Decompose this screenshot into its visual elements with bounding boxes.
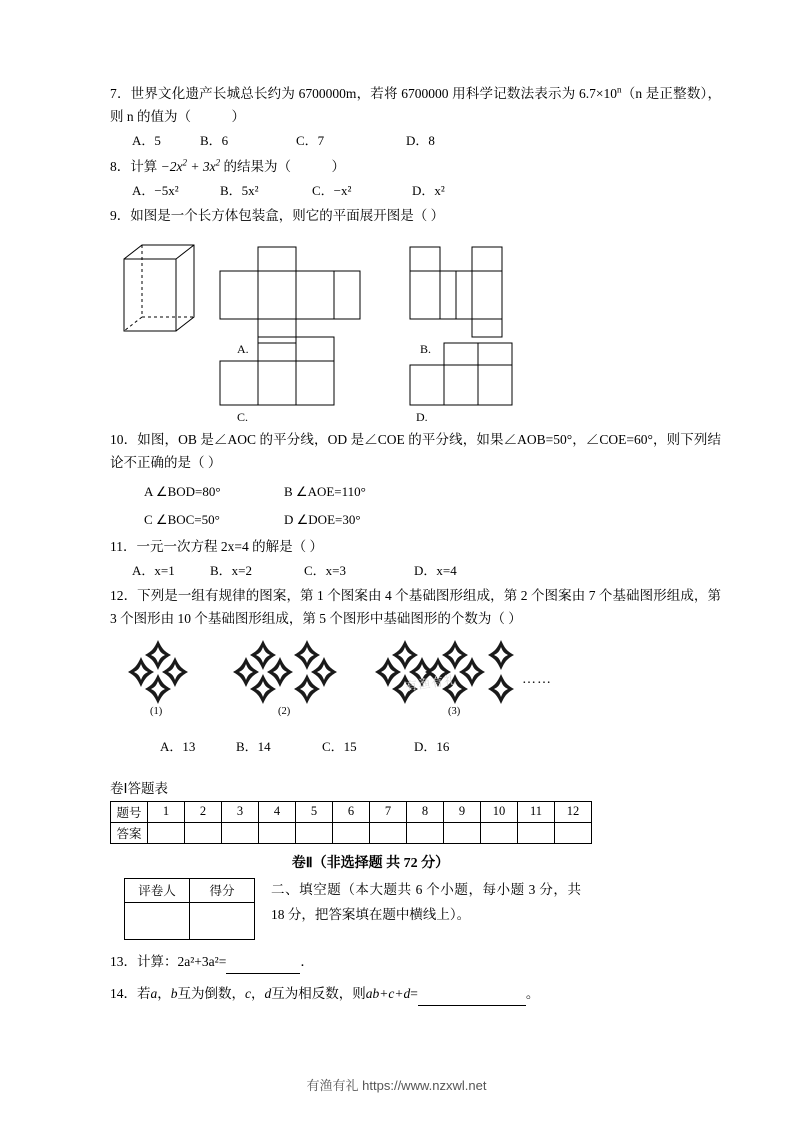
question-11: 11．一元一次方程 2x=4 的解是（ ）: [110, 538, 323, 554]
scorer-value-row: [125, 902, 255, 939]
cell-number-12: 12: [555, 801, 592, 822]
question-12: 12．下列是一组有规律的图案，第 1 个图案由 4 个基础图形组成，第 2 个图案由 7 个基础图形组成，第 3 个图形由 10 个基础图形组成，第 5 个图形中基础图形的个数为（ ）: [110, 588, 721, 627]
scorer-header-grader: 评卷人: [125, 878, 190, 902]
option-b[interactable]: B．14: [236, 739, 271, 755]
figure-caption-2: (2): [278, 706, 291, 718]
option-c[interactable]: C．7: [296, 133, 325, 149]
option-b[interactable]: B．x=2: [210, 562, 253, 578]
row-label-answer: 答案: [111, 822, 148, 843]
cell-answer-3[interactable]: [222, 822, 259, 843]
watermark-text: 有渔有礼: [404, 672, 458, 694]
option-d[interactable]: D．16: [414, 739, 450, 755]
question-14: [110, 982, 721, 1006]
cell-answer-12[interactable]: [555, 822, 592, 843]
question-13-suffix: ．: [300, 953, 314, 969]
question-13: [110, 950, 721, 974]
question-9: 9．如图是一个长方体包装盒，则它的平面展开图是（ ）: [110, 207, 445, 223]
cell-number-4: 4: [259, 801, 296, 822]
scorer-header-row: [125, 878, 255, 902]
question-14-expression: ab+c+d: [365, 985, 411, 1001]
option-c[interactable]: C．x=3: [304, 562, 347, 578]
cell-answer-8[interactable]: [407, 822, 444, 843]
ellipsis-text: ……: [522, 672, 552, 688]
cell-number-10: 10: [481, 801, 518, 822]
cell-answer-11[interactable]: [518, 822, 555, 843]
scorer-value-grader[interactable]: [125, 902, 190, 939]
footer-watermark: 有渔有礼 https://www.nzxwl.net: [306, 1078, 487, 1093]
option-a[interactable]: A．−5x²: [132, 182, 179, 198]
figure-caption-1: (1): [150, 706, 163, 718]
section-2-block: [110, 878, 721, 940]
row-label-number: 题号: [111, 801, 148, 822]
option-a-label: A.: [237, 342, 249, 357]
cell-answer-10[interactable]: [481, 822, 518, 843]
option-a[interactable]: A．5: [132, 133, 161, 149]
option-a[interactable]: A ∠BOD=80°: [144, 483, 221, 499]
option-b-label: B.: [420, 342, 432, 357]
question-10: 10．如图，OB 是∠AOC 的平分线，OD 是∠COE 的平分线，如果∠AOB=50°，∠COE=60°，则下列结论不正确的是（ ）: [110, 432, 721, 471]
var-a: a: [150, 985, 158, 1001]
cell-answer-6[interactable]: [333, 822, 370, 843]
option-c[interactable]: C．15: [322, 739, 357, 755]
option-d[interactable]: D ∠DOE=30°: [284, 511, 361, 527]
comma-2: ，: [251, 985, 265, 1001]
question-14-suffix: 。: [525, 985, 540, 1001]
question-13-blank[interactable]: [226, 950, 300, 974]
option-d[interactable]: D．x=4: [414, 562, 457, 578]
scorer-value-score[interactable]: [190, 902, 255, 939]
cell-answer-2[interactable]: [185, 822, 222, 843]
question-8: 8．计算 $-2x^2 + 3x^2$ 的结果为（ ）: [110, 157, 345, 174]
var-c: c: [245, 985, 251, 1001]
section-2-intro: 二、填空题（本大题共 6 个小题，每小题 3 分，共 18 分，把答案填在题中横线上）。: [271, 881, 581, 922]
cell-number-1: 1: [148, 801, 185, 822]
cell-number-9: 9: [444, 801, 481, 822]
question-12-options: [110, 736, 721, 758]
question-14-blank[interactable]: [418, 982, 526, 1006]
question-12-figure: [110, 634, 721, 732]
cell-answer-9[interactable]: [444, 822, 481, 843]
cell-answer-4[interactable]: [259, 822, 296, 843]
answer-table: [110, 801, 592, 844]
cell-number-3: 3: [222, 801, 259, 822]
table-row-answers: [111, 822, 592, 843]
cell-answer-5[interactable]: [296, 822, 333, 843]
cell-number-8: 8: [407, 801, 444, 822]
question-10-options-row1: [110, 481, 721, 503]
scorer-header-score: 得分: [190, 878, 255, 902]
question-7: 7．世界文化遗产长城总长约为 6700000m，若将 6700000 用科学记数法表示为 $6.7\times 10^n(n$ 是正整数），则 n 的值为（ ）: [110, 84, 721, 125]
cell-answer-7[interactable]: [370, 822, 407, 843]
var-d: d: [264, 985, 272, 1001]
option-a[interactable]: A．13: [160, 739, 196, 755]
option-b[interactable]: B．6: [200, 133, 229, 149]
cell-number-11: 11: [518, 801, 555, 822]
cell-number-5: 5: [296, 801, 333, 822]
option-c-label: C.: [237, 410, 249, 425]
comma-1: ，: [157, 985, 171, 1001]
var-b: b: [170, 985, 178, 1001]
net-diagrams-svg: [110, 231, 690, 426]
question-7-options: [110, 130, 721, 152]
question-14-equals: =: [410, 985, 418, 1001]
question-13-text: 13．计算：2a²+3a²=: [110, 953, 227, 969]
question-14-part2: 互为倒数，: [177, 985, 245, 1001]
option-d-label: D.: [416, 410, 428, 425]
question-11-options: [110, 560, 721, 582]
option-d[interactable]: D．8: [406, 133, 435, 149]
cell-number-6: 6: [333, 801, 370, 822]
question-9-figure: [110, 231, 721, 426]
option-b[interactable]: B ∠AOE=110°: [284, 483, 366, 499]
scorer-table: [124, 878, 255, 940]
question-10-options-row2: [110, 509, 721, 531]
question-14-part3: 互为相反数，则: [271, 985, 366, 1001]
section-2-heading: 卷Ⅱ（非选择题 共 72 分）: [291, 855, 450, 871]
option-b[interactable]: B．5x²: [220, 182, 259, 198]
answer-table-title: 卷Ⅰ答题表: [110, 780, 168, 796]
question-8-options: [110, 180, 721, 202]
pattern-figures-svg: [110, 634, 670, 714]
figure-caption-3: (3): [448, 706, 461, 718]
cell-answer-1[interactable]: [148, 822, 185, 843]
cell-number-7: 7: [370, 801, 407, 822]
option-c[interactable]: C ∠BOC=50°: [144, 511, 220, 527]
option-c[interactable]: C．−x²: [312, 182, 352, 198]
option-d[interactable]: D．x²: [412, 182, 445, 198]
table-row-numbers: [111, 801, 592, 822]
question-14-part1: 14．若: [110, 985, 151, 1001]
option-a[interactable]: A．x=1: [132, 562, 175, 578]
cell-number-2: 2: [185, 801, 222, 822]
